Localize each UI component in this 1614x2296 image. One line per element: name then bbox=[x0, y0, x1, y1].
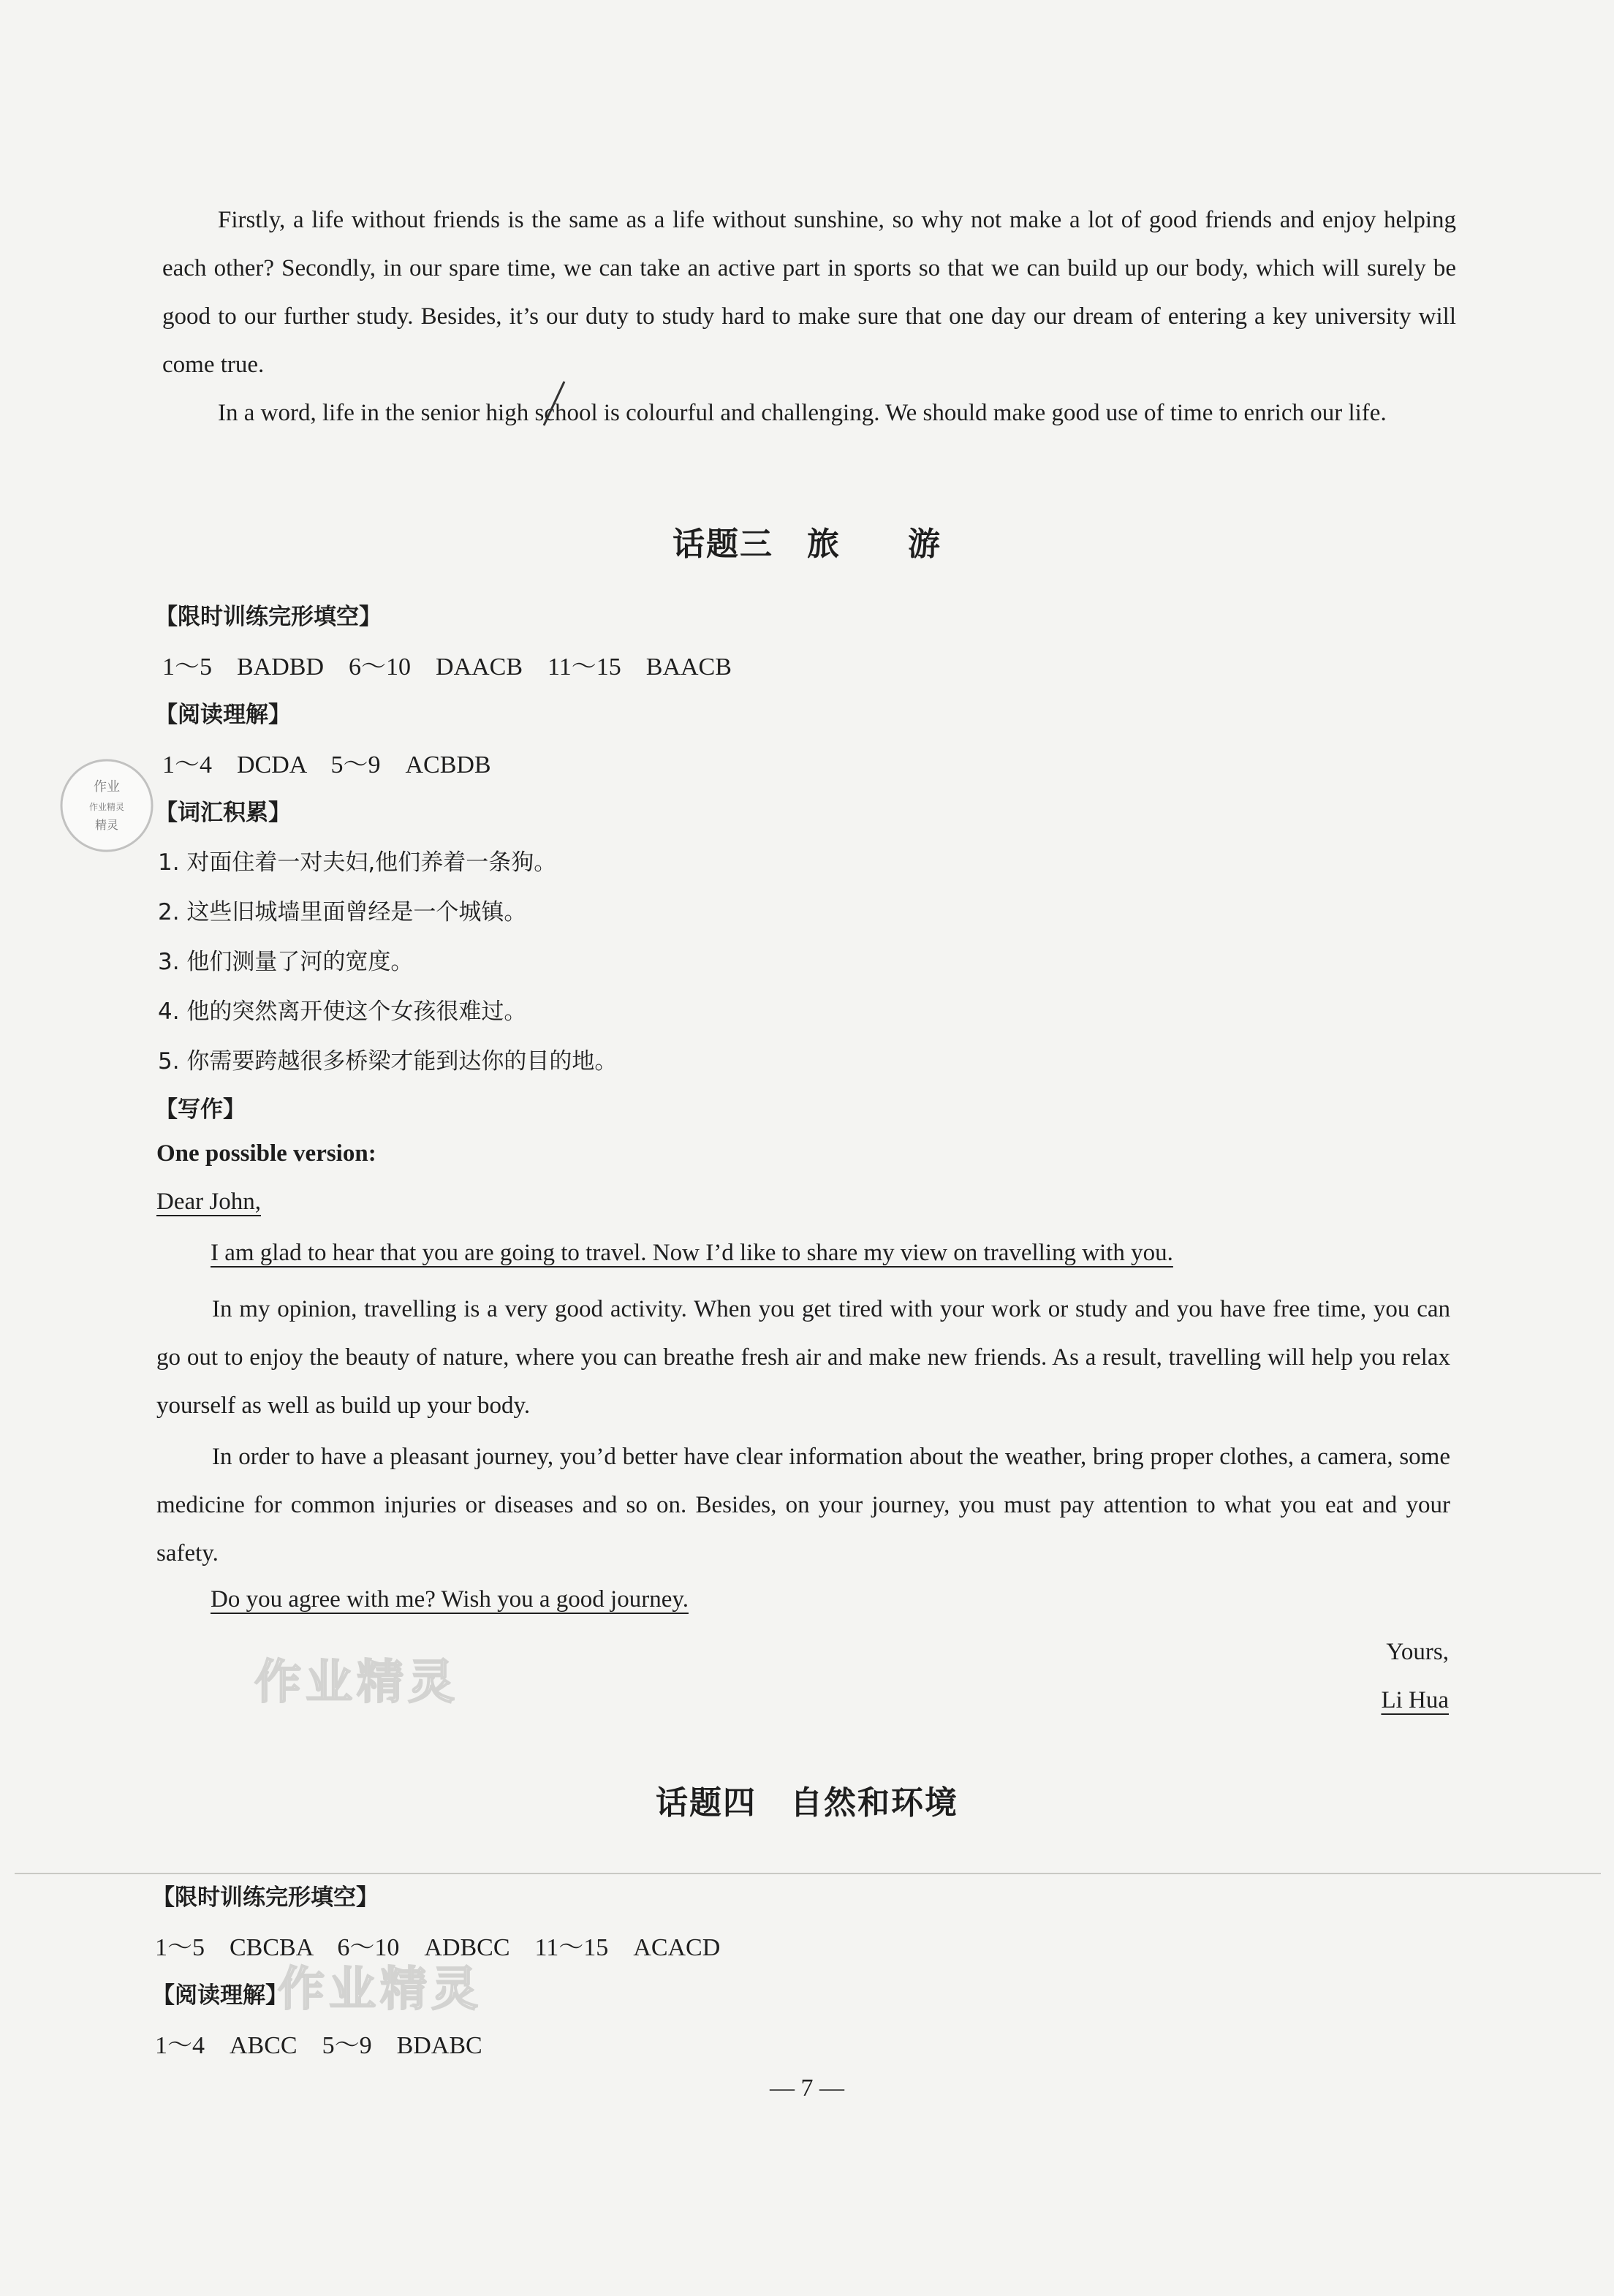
vocab-item: 1. 对面住着一对夫妇,他们养着一条狗。 bbox=[158, 849, 557, 876]
page-number: — 7 — bbox=[770, 2075, 844, 2102]
letter-closing: Do you agree with me? Wish you a good journey. bbox=[211, 1586, 689, 1613]
vocab-item: 5. 你需要跨越很多桥梁才能到达你的目的地。 bbox=[158, 1048, 618, 1075]
pen-mark bbox=[539, 379, 569, 430]
vocab-item: 2. 这些旧城墙里面曾经是一个城镇。 bbox=[158, 899, 527, 925]
topic3-vocab-label: 【词汇积累】 bbox=[155, 800, 291, 826]
topic3-reading-label: 【阅读理解】 bbox=[155, 702, 291, 728]
stamp-logo bbox=[57, 756, 156, 855]
topic4-reading-label: 【阅读理解】 bbox=[152, 1982, 288, 2009]
watermark: 作业精灵 bbox=[278, 1963, 482, 2017]
svg-text:作业精灵: 作业精灵 bbox=[88, 802, 125, 812]
watermark: 作业精灵 bbox=[254, 1656, 459, 1710]
letter-salutation: Dear John, bbox=[156, 1189, 261, 1215]
letter-signoff: Yours, bbox=[1386, 1639, 1449, 1665]
topic2-paragraph-2: In a word, life in the senior high school is colourful and challenging. We should make good use of time to enrich our life. bbox=[218, 400, 1387, 426]
topic3-cloze-label: 【限时训练完形填空】 bbox=[155, 604, 382, 630]
letter-signature: Li Hua bbox=[1381, 1687, 1449, 1713]
topic3-heading: 话题三 旅 游 bbox=[672, 526, 942, 563]
svg-text:作业: 作业 bbox=[94, 779, 120, 795]
topic4-cloze-label: 【限时训练完形填空】 bbox=[152, 1884, 379, 1911]
topic3-cloze-answers: 1～5 BADBD 6～10 DAACB 11～15 BAACB bbox=[162, 653, 732, 681]
letter-body-1: In my opinion, travelling is a very good activity. When you get tired with your work or study and you have free time, you can go out to enjoy the beauty of nature, where you can breathe fresh air and make new friends. As a result, travelling will help you relax yourself as well as build up your body. bbox=[156, 1296, 1450, 1419]
topic4-heading: 话题四 自然和环境 bbox=[656, 1784, 958, 1822]
version-label: One possible version: bbox=[156, 1140, 376, 1167]
topic3-reading-answers: 1～4 DCDA 5～9 ACBDB bbox=[162, 751, 491, 778]
topic2-paragraph-1: Firstly, a life without friends is the same as a life without sunshine, so why not make a lot of good friends and enjoy helping each other? Secondly, in our spare time, we can take an active part in sports so that we can build up our body, which will surely be good to our further study. Besides, it’s our duty to study hard to make sure that one day our dream of entering a key university will come true. bbox=[162, 207, 1456, 378]
svg-text:精灵: 精灵 bbox=[94, 818, 119, 832]
topic3-writing-label: 【写作】 bbox=[155, 1096, 246, 1123]
vocab-item: 3. 他们测量了河的宽度。 bbox=[158, 949, 414, 975]
topic4-reading-answers: 1～4 ABCC 5～9 BDABC bbox=[155, 2032, 482, 2059]
vocab-item: 4. 他的突然离开使这个女孩很难过。 bbox=[158, 999, 527, 1025]
fold-line bbox=[15, 1873, 1601, 1874]
topic4-cloze-answers: 1～5 CBCBA 6～10 ADBCC 11～15 ACACD bbox=[155, 1934, 721, 1961]
letter-body-2: In order to have a pleasant journey, you’d better have clear information about the weather, bring proper clothes, a camera, some medicine for common injuries or diseases and so on. Besides, on your journey, you must pay attention to what you eat and your safety. bbox=[156, 1444, 1450, 1566]
letter-opening: I am glad to hear that you are going to travel. Now I’d like to share my view on travelling with you. bbox=[211, 1240, 1173, 1266]
